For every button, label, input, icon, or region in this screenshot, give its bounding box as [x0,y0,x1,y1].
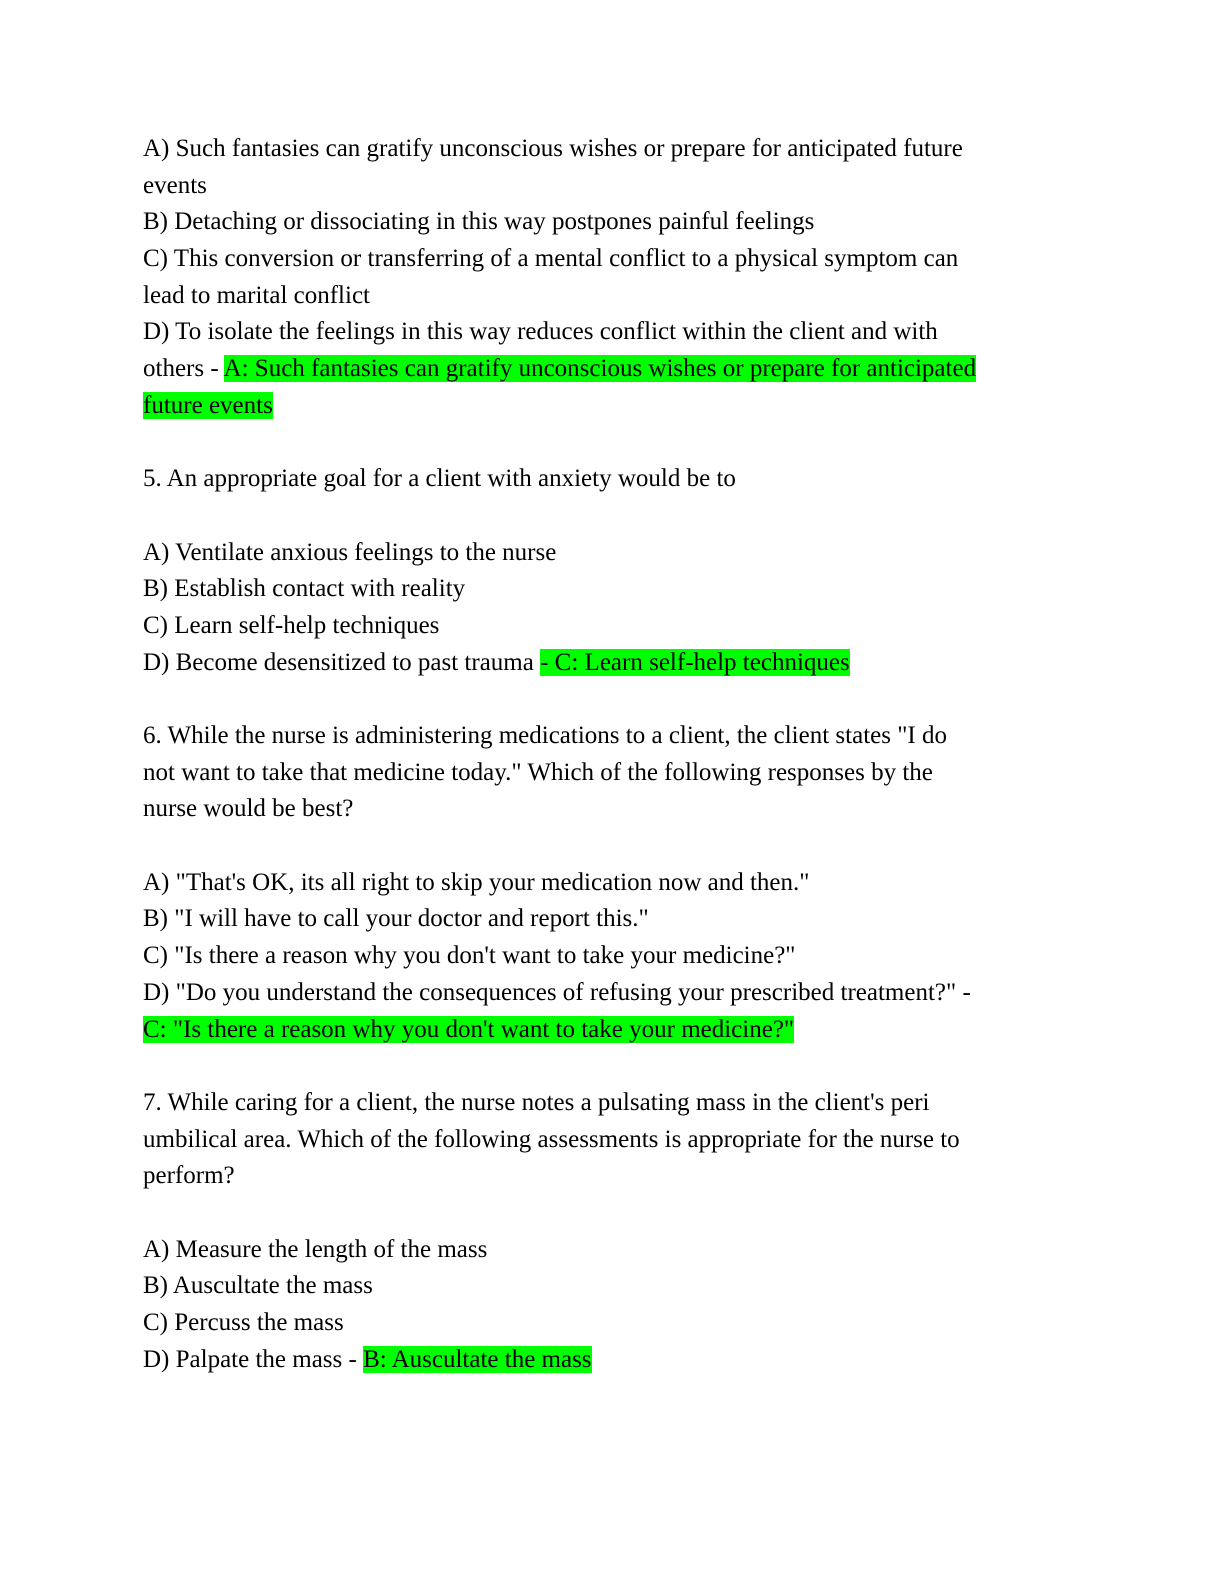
q4-option-d-line2 [143,351,1088,388]
q5-answer-highlight: - C: Learn self-help techniques [540,648,850,676]
q6-option-a: A) "That's OK, its all right to skip your medication now and then." [143,868,810,896]
q5-option-d-line [143,645,1088,682]
q5-option-c: C) Learn self-help techniques [143,611,440,639]
q5-option-b: B) Establish contact with reality [143,575,466,603]
q5-option-a: A) Ventilate anxious feelings to the nurse [143,538,557,566]
q4-answer-highlight: A: Such fantasies can gratify unconscious wishes or prepare for anticipated [223,355,977,383]
document-content [143,131,1088,1378]
q6-question-line2: not want to take that medicine today." Which of the following responses by the [143,758,933,786]
q7-option-d-line [143,1342,1088,1379]
spacer [143,828,1088,865]
q6-option-d: D) "Do you understand the consequences of refusing your prescribed treatment?" - [143,978,971,1006]
q6-question-line3: nurse would be best? [143,795,354,823]
q6-answer-highlight: C: "Is there a reason why you don't want to take your medicine?" [143,1015,795,1043]
q7-question-line3: perform? [143,1162,235,1190]
q4-answer-highlight-cont: future events [143,391,273,419]
q4-option-a-line1: A) Such fantasies can gratify unconscious wishes or prepare for anticipated future [143,135,963,162]
spacer [143,425,1088,462]
q7-option-b: B) Auscultate the mass [143,1272,373,1300]
q6-option-b: B) "I will have to call your doctor and report this." [143,905,649,933]
q6-option-c: C) "Is there a reason why you don't want to take your medicine?" [143,942,796,970]
q7-option-a: A) Measure the length of the mass [143,1235,488,1263]
q7-question-line1: 7. While caring for a client, the nurse notes a pulsating mass in the client's peri [143,1088,930,1116]
spacer [143,681,1088,718]
q7-answer-highlight: B: Auscultate the mass [363,1345,592,1373]
q4-option-d-line1: D) To isolate the feelings in this way reduces conflict within the client and with [143,318,938,346]
q7-option-d: D) Palpate the mass - [143,1345,364,1373]
spacer [143,1048,1088,1085]
spacer [143,498,1088,535]
q5-option-d: D) Become desensitized to past trauma [143,648,541,676]
q4-answer-line2 [143,388,1088,425]
q5-question: 5. An appropriate goal for a client with anxiety would be to [143,465,736,493]
q4-option-a-line2: events [143,171,207,199]
spacer [143,1195,1088,1232]
q4-option-b: B) Detaching or dissociating in this way postpones painful feelings [143,208,815,236]
q7-question-line2: umbilical area. Which of the following assessments is appropriate for the nurse to [143,1125,960,1153]
q6-answer-line [143,1012,1088,1049]
q4-option-c-line2: lead to marital conflict [143,281,370,309]
q4-option-d-text: others - [143,355,224,383]
q7-option-c: C) Percuss the mass [143,1309,344,1336]
q4-option-c-line1: C) This conversion or transferring of a mental conflict to a physical symptom can [143,245,959,273]
q6-question-line1: 6. While the nurse is administering medications to a client, the client states "I do [143,722,947,749]
